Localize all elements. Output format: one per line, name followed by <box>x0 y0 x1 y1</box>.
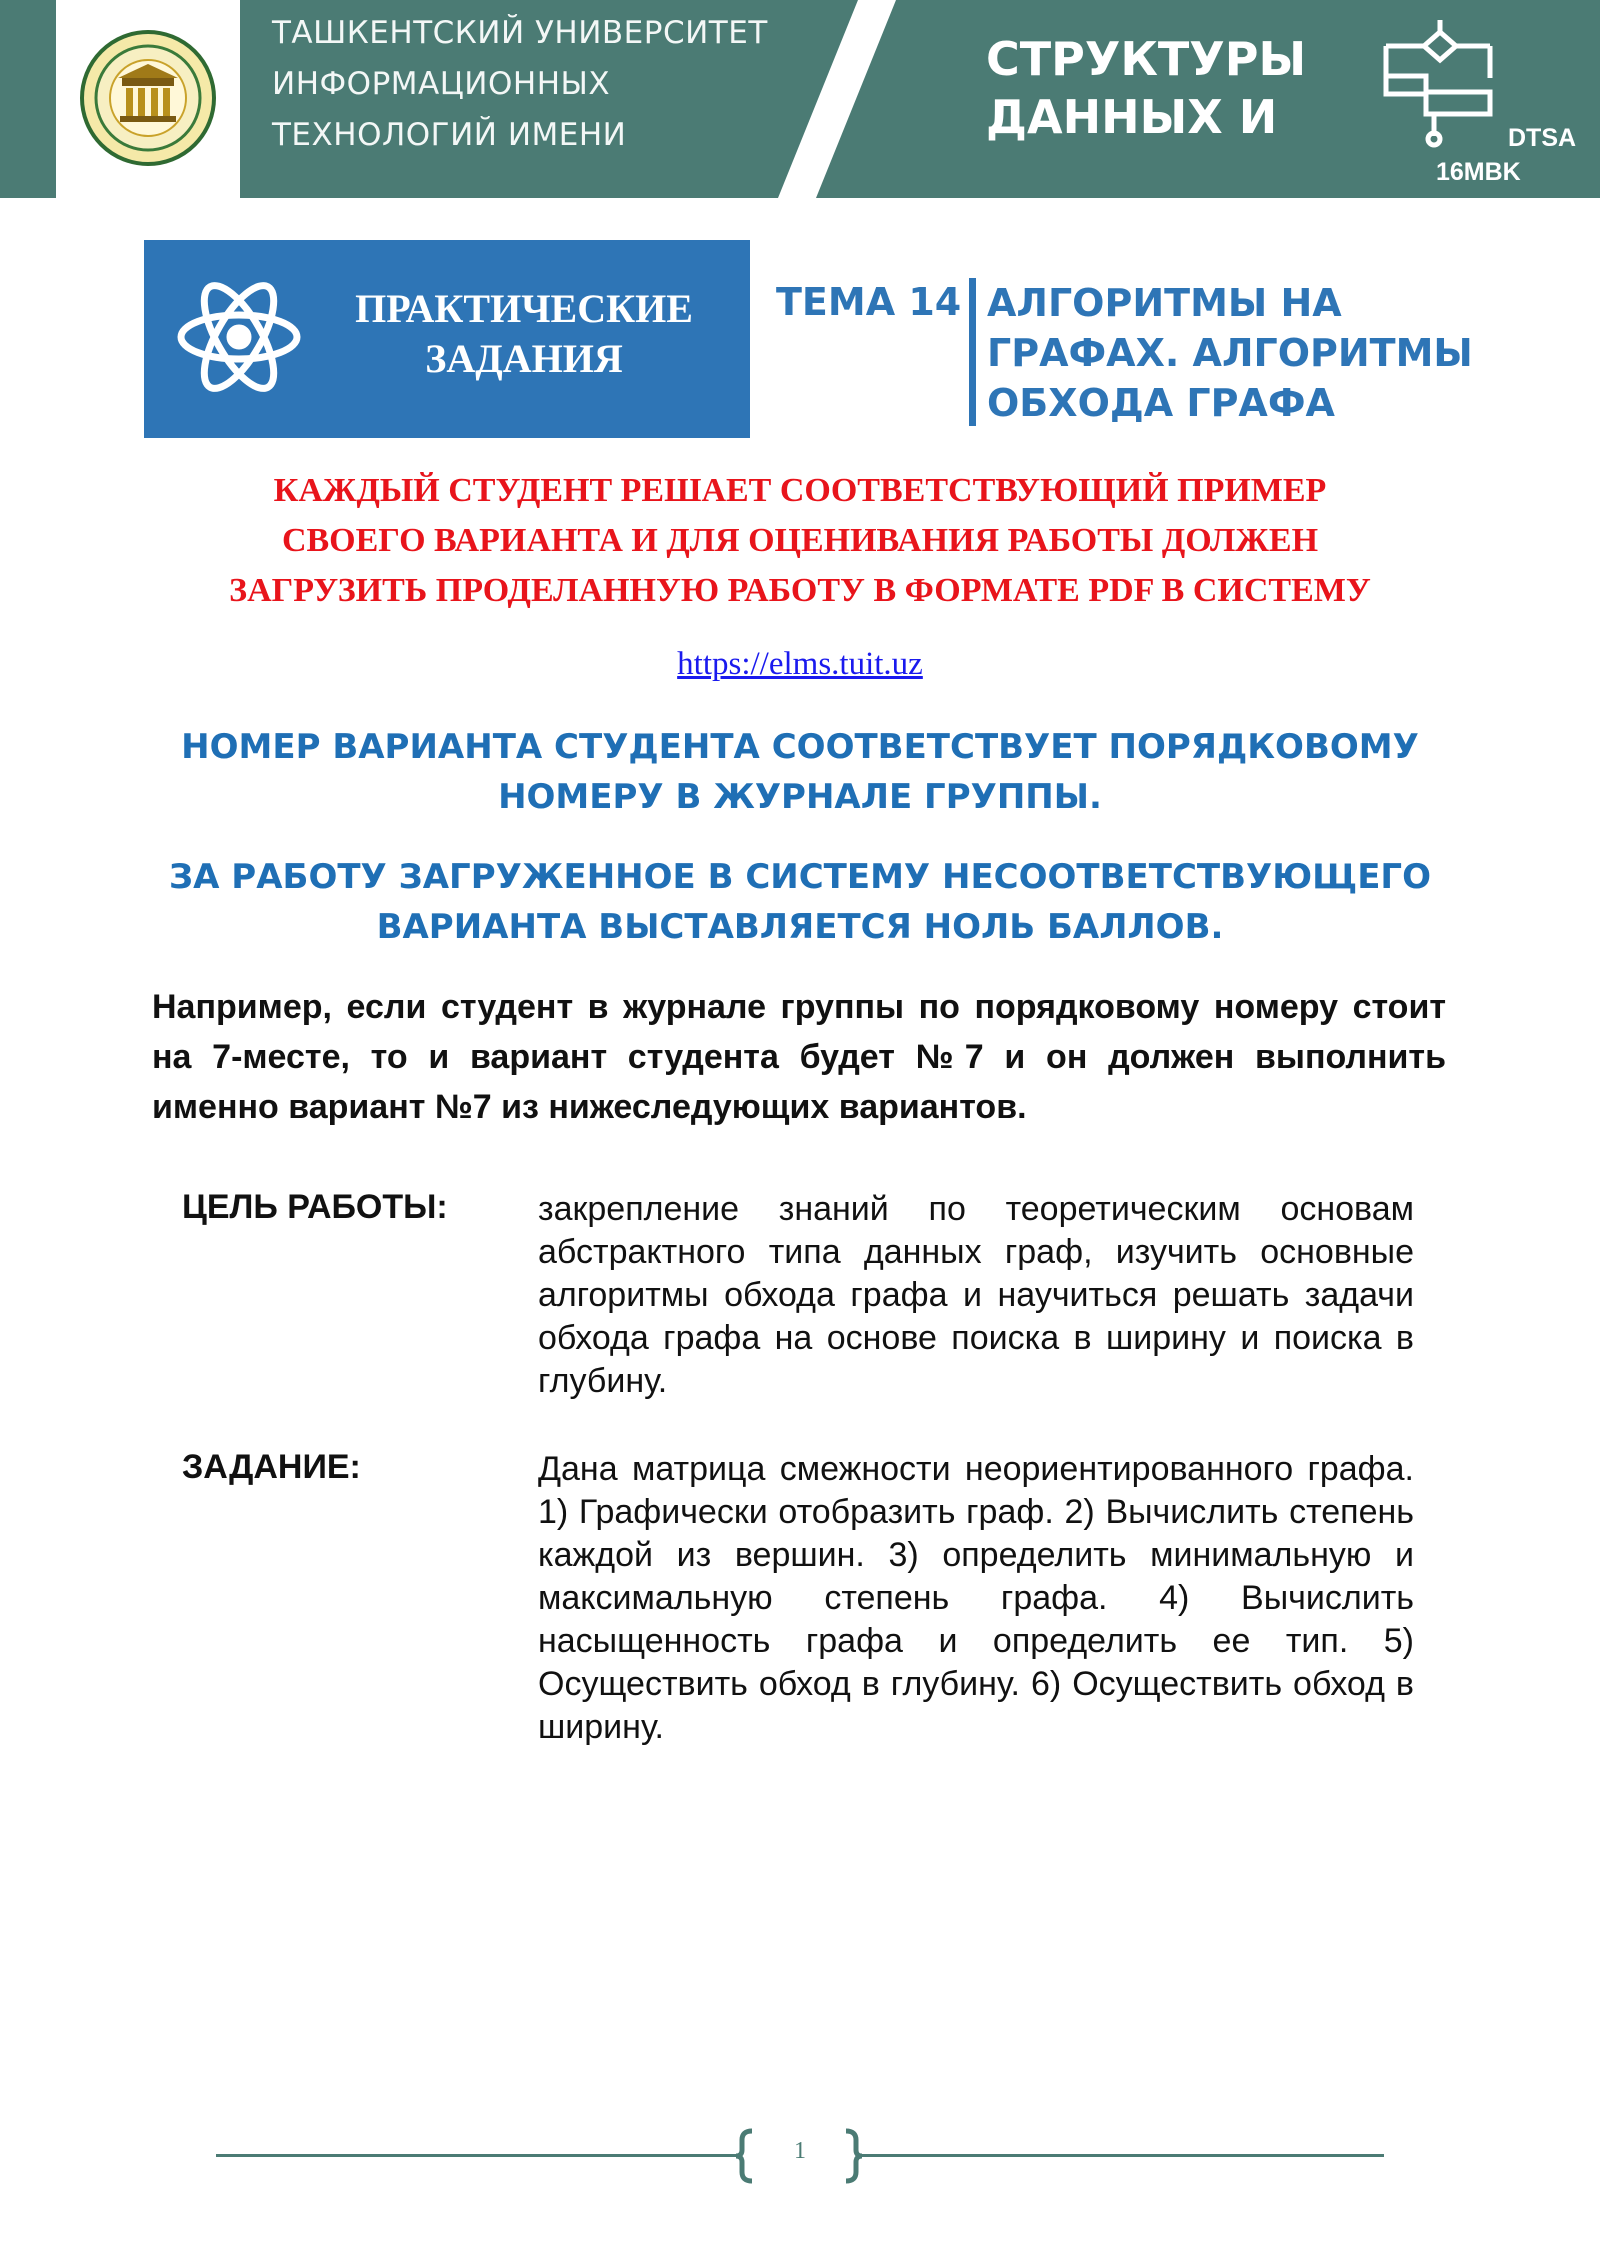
notice-line: НОМЕР ВАРИАНТА СТУДЕНТА СООТВЕТСТВУЕТ ПОРЯДКОВОМУ <box>181 727 1419 767</box>
topic-number: ТЕМА 14 <box>776 280 962 324</box>
university-name <box>272 8 792 161</box>
course-title-line: ДАННЫХ И <box>986 90 1278 144</box>
topic-title-line: ОБХОДА ГРАФА <box>987 381 1335 425</box>
footer-rule-left <box>216 2154 736 2157</box>
logo-container <box>56 0 240 198</box>
notice-line: ЗА РАБОТУ ЗАГРУЖЕННОЕ В СИСТЕМУ НЕСООТВЕТСТВУЮЩЕГО <box>168 857 1432 897</box>
variant-notice <box>130 722 1470 822</box>
goal-text: закрепление знаний по теоретическим основам абстрактного типа данных граф, изучить основные алгоритмы обхода графа и научиться решать задачи обхода графа на основе поиска в ширину и поиска в глубину. <box>538 1190 1414 1400</box>
university-name-line: ТАШКЕНТСКИЙ УНИВЕРСИТЕТ <box>272 15 768 51</box>
zero-score-notice <box>130 852 1470 952</box>
elms-link-text[interactable]: https://elms.tuit.uz <box>677 646 923 682</box>
course-title-line: СТРУКТУРЫ <box>986 32 1307 86</box>
university-name-line: ТЕХНОЛОГИЙ ИМЕНИ <box>272 117 627 153</box>
practice-label-line: ПРАКТИЧЕСКИЕ <box>355 286 693 331</box>
example-paragraph: Например, если студент в журнале группы по порядковому номеру стоит на 7-месте, то и вариант студента будет №7 и он должен выполнить именно вариант №7 из нижеследующих вариантов. <box>152 988 1446 1126</box>
left-brace-icon <box>734 2128 756 2184</box>
notice-line: КАЖДЫЙ СТУДЕНТ РЕШАЕТ СООТВЕТСТВУЮЩИЙ ПРИМЕР <box>273 472 1327 509</box>
topic-divider <box>969 278 976 426</box>
university-name-line: ИНФОРМАЦИОННЫХ <box>272 66 611 102</box>
notice-line: НОМЕРУ В ЖУРНАЛЕ ГРУППЫ. <box>498 777 1102 817</box>
practice-banner <box>144 240 750 438</box>
page-number: 1 <box>794 2138 806 2164</box>
elms-link[interactable] <box>0 646 1600 683</box>
flowchart-icon <box>1378 18 1498 148</box>
footer-rule-right <box>862 2154 1384 2157</box>
notice-line: СВОЕГО ВАРИАНТА И ДЛЯ ОЦЕНИВАНИЯ РАБОТЫ ДОЛЖЕН <box>281 522 1319 559</box>
course-code-secondary: 16MBK <box>1436 158 1521 186</box>
submission-notice <box>130 466 1470 616</box>
right-brace-icon <box>842 2128 864 2184</box>
task-text: Дана матрица смежности неориентированного графа. 1) Графически отобразить граф. 2) Вычислить степень каждой из вершин. 3) определить минимальную и максимальную степень графа. 4) Вычислить насыщенность графа и определить ее тип. 5) Осуществить обход в глубину. 6) Осуществить обход в ширину. <box>538 1450 1414 1746</box>
topic-title-line: АЛГОРИТМЫ НА <box>987 281 1342 325</box>
notice-line: ВАРИАНТА ВЫСТАВЛЯЕТСЯ НОЛЬ БАЛЛОВ. <box>376 907 1224 947</box>
practice-label-line: ЗАДАНИЯ <box>425 336 623 381</box>
atom-icon <box>176 272 302 402</box>
course-title <box>986 30 1326 146</box>
task-label: ЗАДАНИЕ: <box>182 1448 361 1486</box>
course-code: DTSA <box>1508 124 1577 152</box>
goal-label: ЦЕЛЬ РАБОТЫ: <box>182 1188 448 1226</box>
topic-title-line: ГРАФАХ. АЛГОРИТМЫ <box>987 331 1473 375</box>
notice-line: ЗАГРУЗИТЬ ПРОДЕЛАННУЮ РАБОТУ В ФОРМАТЕ PDF В СИСТЕМУ <box>229 572 1371 609</box>
practice-label <box>324 284 724 384</box>
university-seal-icon <box>78 28 218 168</box>
topic-title <box>987 278 1507 428</box>
